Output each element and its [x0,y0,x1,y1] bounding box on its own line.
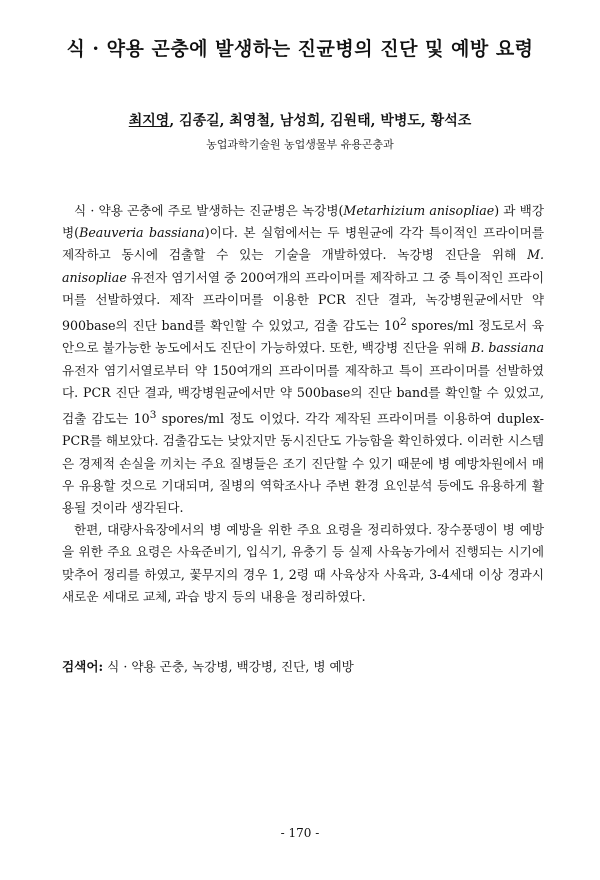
abstract-text: 유전자 염기서열 중 200여개의 프라이머를 제작하고 그 중 특이적인 프라이머를 선발하였다. 제작 프라이머를 이용한 PCR 진단 결과, 녹강병원균에서만 약 900base의 진단 band를 확인할 수 있었고, 검출 감도는 10 [62,269,544,334]
species-name: Metarhizium anisopliae [343,203,495,218]
abstract-text: 식 · 약용 곤충에 주로 발생하는 진균병은 녹강병( [74,203,344,218]
exponent: 3 [149,409,157,422]
species-name: M. anisopliae [62,247,544,285]
abstract [62,200,544,608]
abstract-text: )이다. 본 실험에서는 두 병원균에 각각 특이적인 프라이머를 제작하고 동시에 검출할 수 있는 기술을 개발하였다. 녹강병 진단을 위해 [62,225,544,263]
co-authors: , 김종길, 최영철, 남성희, 김원태, 박병도, 황석조 [169,113,472,129]
abstract-paragraph-2: 한편, 대량사육장에서의 병 예방을 위한 주요 요령을 정리하였다. 장수풍뎅이 병 예방을 위한 주요 요령은 사육준비기, 입식기, 유충기 등 실제 사육농가에서 진행되는 시기에 맞추어 정리를 하였고, 꽃무지의 경우 1, 2령 때 사육상자 사육과, 3-4세대 이상 경과시 새로운 세대로 교체, 과습 방지 등의 내용을 정리하였다. [62,522,544,604]
keywords [62,657,544,677]
keywords-label: 검색어: [62,659,104,674]
affiliation: 농업과학기술원 농업생물부 유용곤충과 [206,138,394,151]
page-number: - 170 - [280,826,320,840]
species-name: Beauveria bassiana [79,225,205,241]
keywords-text: 식 · 약용 곤충, 녹강병, 백강병, 진단, 병 예방 [103,659,354,674]
paper-title: 식 · 약용 곤충에 발생하는 진균병의 진단 및 예방 요령 [66,38,534,60]
abstract-text: spores/ml 정도 이었다. 각각 제작된 프라이머를 이용하여 duplex-PCR를 해보았다. 검출감도는 낮았지만 동시진단도 가능함을 확인하였다. 이러한 시스템은 경제적 손실을 끼치는 주요 질병들은 조기 진단할 수 있기 때문에 병 예방차원에서 매우 유용할 것으로 기대되며, 질병의 역학조사나 주변 환경 요인분석 등에도 유용하게 활용될 것이라 생각된다. [62,411,545,516]
exponent: 2 [399,316,407,329]
abstract-text: ) 과 백강병( [62,203,544,241]
abstract-text: 유전자 염기서열로부터 약 150여개의 프라이머를 제작하고 특이 프라이머를 선발하였다. PCR 진단 결과, 백강병원균에서만 약 500base의 진단 band를 확인할 수 있었고, 검출 감도는 10 [62,362,544,427]
abstract-text: spores/ml 정도로서 육안으로 불가능한 농도에서도 진단이 가능하였다. 또한, 백강병 진단을 위해 [62,318,544,356]
abstract-paragraph-1 [62,200,544,519]
author-list [0,110,600,130]
first-author: 최지영 [128,113,170,129]
species-name: B. bassiana [471,340,544,356]
